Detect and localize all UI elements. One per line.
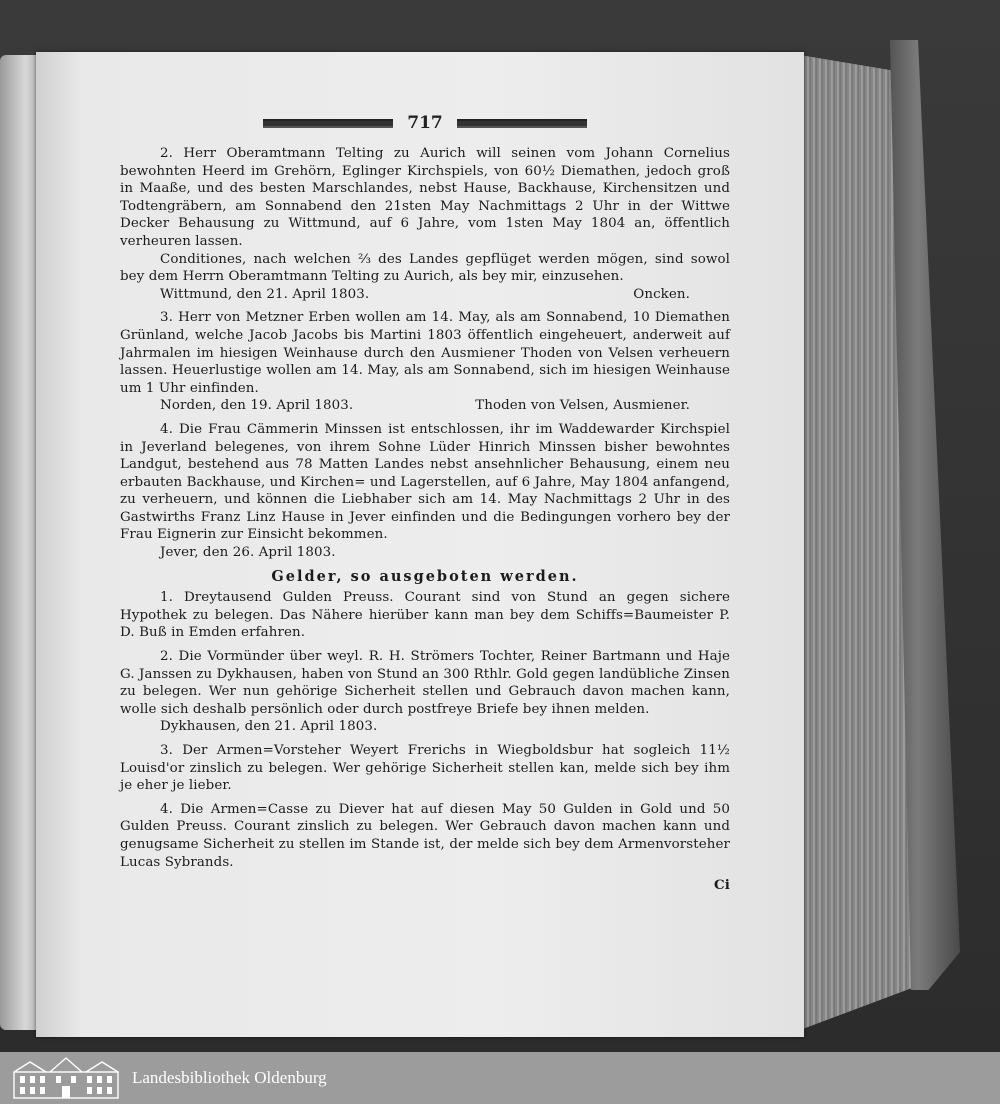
header-rule-right	[457, 119, 587, 128]
notice-4-dateline	[120, 544, 730, 562]
library-name: Landesbibliothek Oldenburg	[132, 1068, 327, 1087]
money-offer-1: 1. Dreytausend Gulden Preuss. Courant sind von Stund an gegen sichere Hypothek zu belegen. Das Nähere hierüber kann man bey dem Schiffs=Baumeister P. D. Buß in Emden erfahren.	[120, 590, 730, 641]
place-date: Wittmund, den 21. April 1803.	[160, 286, 370, 302]
notice-2-dateline	[120, 286, 730, 304]
money-offer-2-dateline	[120, 718, 730, 736]
place-date: Dykhausen, den 21. April 1803.	[160, 719, 378, 735]
notice-3-dateline	[120, 397, 730, 415]
footer-bar	[0, 1052, 1000, 1104]
notice-3: 3. Herr von Metzner Erben wollen am 14. May, als am Sonnabend, 10 Diemathen Grünland, welche Jacob Jacobs bis Martini 1803 öffentlich eingeheuert, anderweit auf Jahrmalen im hiesigen Weinhause durch den Ausmiener Thoden von Velsen verheuern lassen. Heuerlustige wollen am 14. May, als am Sonnabend, sich im hiesigen Weinhause um 1 Uhr einfinden.	[120, 310, 730, 396]
money-offer-2: 2. Die Vormünder über weyl. R. H. Strömers Tochter, Reiner Bartmann und Haje G. Janssen zu Dykhausen, haben von Stund an 300 Rthlr. Gold gegen landübliche Zinsen zu belegen. Wer nun gehörige Sicherheit stellen und Gebrauch davon machen kann, wolle sich deshalb persönlich oder durch postfreye Briefe bey ihnen melden.	[120, 649, 730, 717]
money-offer-3: 3. Der Armen=Vorsteher Weyert Frerichs in Wiegboldsbur hat sogleich 11½ Louisd'or zinslich zu belegen. Wer gehörige Sicherheit stellen kan, melde sich bey ihm je eher je lieber.	[120, 743, 730, 794]
page-text	[120, 145, 730, 893]
money-offer-4: 4. Die Armen=Casse zu Diever hat auf diesen May 50 Gulden in Gold und 50 Gulden Preuss. Courant zinslich zu belegen. Wer Gebrauch davon machen kann und genugsame Sicherheit zu stellen im Stande ist, der melde sich bey dem Armenvorsteher Lucas Sybrands.	[120, 801, 730, 870]
library-building-logo-icon	[10, 1056, 122, 1100]
signature: Thoden von Velsen, Ausmiener.	[475, 398, 690, 414]
catchword: Ci	[714, 877, 730, 894]
previous-page-edge	[0, 55, 36, 1030]
page-header	[240, 112, 610, 134]
signature: Oncken.	[633, 286, 690, 302]
section-heading: Gelder, so ausgeboten werden.	[271, 567, 579, 585]
notice-4: 4. Die Frau Cämmerin Minssen ist entschlossen, ihr im Waddewarder Kirchspiel in Jeverland belegenes, von ihrem Sohne Lüder Hinrich Minssen bisher bewohntes Landgut, bestehend aus 78 Matten Landes nebst ansehnlicher Behausung, einem neu erbauten Backhause, und Kirchen= und Lagerstellen, auf 6 Jahre, May 1804 anfangend, zu verheuern, und können die Liebhaber sich am 14. May Nachmittags 2 Uhr in des Gastwirths Franz Linz Hause in Jever einfinden und die Bedingungen vorhero bey der Frau Eignerin zur Einsicht bekommen.	[120, 421, 730, 543]
header-rule-left	[263, 119, 393, 128]
page-number: 717	[407, 113, 443, 133]
notice-2: 2. Herr Oberamtmann Telting zu Aurich will seinen vom Johann Cornelius bewohnten Heerd im Grehörn, Eglinger Kirchspiels, von 60½ Diemathen, jedoch groß in Maaße, und des besten Marschlandes, nebst Hause, Backhause, Kirchensitzen und Todtengräbern, am Sonnabend den 21sten May Nachmittags 2 Uhr in der Wittwe Decker Behausung zu Wittmund, auf 6 Jahre, vom 1sten May 1804 an, öffentlich verheuren lassen.	[120, 146, 730, 249]
place-date: Jever, den 26. April 1803.	[160, 545, 336, 561]
notice-2-conditions: Conditiones, nach welchen ⅔ des Landes gepflüget werden mögen, sind sowol bey dem Herrn Oberamtmann Telting zu Aurich, als bey mir, einzusehen.	[120, 251, 730, 285]
place-date: Norden, den 19. April 1803.	[160, 398, 354, 414]
